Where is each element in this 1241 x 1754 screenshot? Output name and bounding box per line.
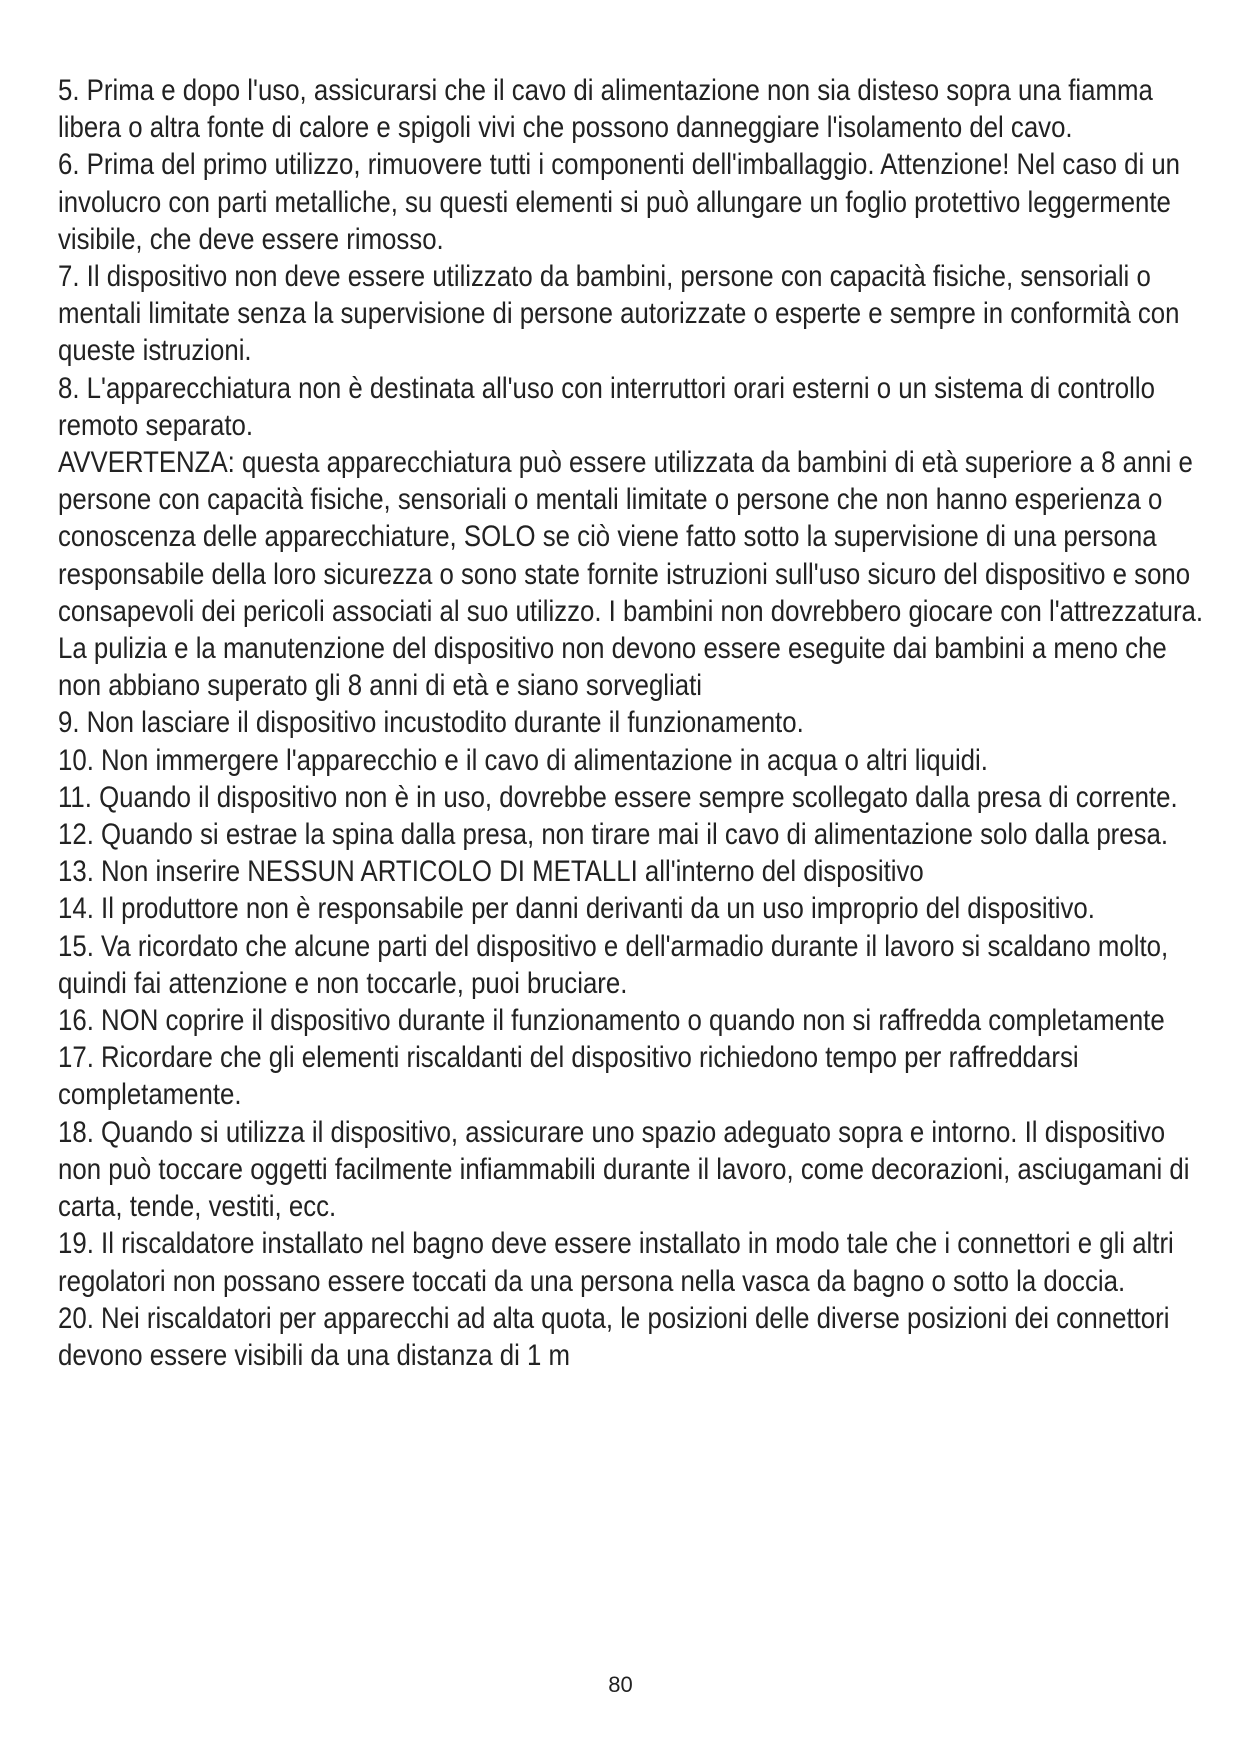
paragraph-item-18: 18. Quando si utilizza il dispositivo, assicurare uno spazio adeguato sopra e intorno. Il dispositivo non può toccare oggetti facilmente infiammabili durante il lavoro, come decorazioni, asciugamani di carta, tende, vestiti, ecc. bbox=[58, 1115, 1190, 1224]
paragraph-item-16: 16. NON coprire il dispositivo durante il funzionamento o quando non si raffredda completamente bbox=[58, 1004, 1165, 1038]
paragraph-item-7: 7. Il dispositivo non deve essere utilizzato da bambini, persone con capacità fisiche, sensoriali o mentali limitate senza la supervisione di persone autorizzate o esperte e sempre in conformità con queste istruzioni. bbox=[58, 260, 1180, 368]
paragraph-item-17: 17. Ricordare che gli elementi riscaldanti del dispositivo richiedono tempo per raffreddarsi completamente. bbox=[58, 1041, 1079, 1112]
paragraph-item-19: 19. Il riscaldatore installato nel bagno deve essere installato in modo tale che i connettori e gli altri regolatori non possano essere toccati da una persona nella vasca da bagno o sotto la doccia. bbox=[58, 1227, 1174, 1298]
page-number: 80 bbox=[608, 1672, 633, 1697]
paragraph-item-12: 12. Quando si estrae la spina dalla presa, non tirare mai il cavo di alimentazione solo dalla presa. bbox=[58, 818, 1169, 852]
paragraph-item-9: 9. Non lasciare il dispositivo incustodito durante il funzionamento. bbox=[58, 706, 804, 740]
paragraph-item-10: 10. Non immergere l'apparecchio e il cavo di alimentazione in acqua o altri liquidi. bbox=[58, 743, 988, 777]
paragraph-item-6: 6. Prima del primo utilizzo, rimuovere tutti i componenti dell'imballaggio. Attenzione! Nel caso di un involucro con parti metalliche, su questi elementi si può allungare un foglio protettivo leggermente visibile, che deve essere rimosso. bbox=[58, 148, 1181, 256]
paragraph-item-13: 13. Non inserire NESSUN ARTICOLO DI METALLI all'interno del dispositivo bbox=[58, 855, 924, 889]
paragraph-item-11: 11. Quando il dispositivo non è in uso, dovrebbe essere sempre scollegato dalla presa di corrente. bbox=[58, 780, 1178, 814]
paragraph-item-20: 20. Nei riscaldatori per apparecchi ad alta quota, le posizioni delle diverse posizioni dei connettori devono essere visibili da una distanza di 1 m bbox=[58, 1301, 1170, 1372]
paragraph-item-14: 14. Il produttore non è responsabile per danni derivanti da un uso improprio del dispositivo. bbox=[58, 892, 1095, 926]
paragraph-item-5: 5. Prima e dopo l'uso, assicurarsi che il cavo di alimentazione non sia disteso sopra una fiamma libera o altra fonte di calore e spigoli vivi che possono danneggiare l'isolamento del cavo. bbox=[58, 74, 1153, 145]
paragraph-item-8: 8. L'apparecchiatura non è destinata all'uso con interruttori orari esterni o un sistema di controllo remoto separato. bbox=[58, 371, 1155, 442]
paragraph-item-15: 15. Va ricordato che alcune parti del dispositivo e dell'armadio durante il lavoro si scaldano molto, quindi fai attenzione e non toccarle, puoi bruciare. bbox=[58, 929, 1169, 1000]
document-body bbox=[58, 72, 1208, 1374]
warning-paragraph: AVVERTENZA: questa apparecchiatura può essere utilizzata da bambini di età superiore a 8 anni e persone con capacità fisiche, sensoriali o mentali limitate o persone che non hanno esperienza o conoscenza delle apparecchiature, SOLO se ciò viene fatto sotto la supervisione di una persona responsabile della loro sicurezza o sono state fornite istruzioni sull'uso sicuro del dispositivo e sono consapevoli dei pericoli associati al suo utilizzo. I bambini non dovrebbero giocare con l'attrezzatura. La pulizia e la manutenzione del dispositivo non devono essere eseguite dai bambini a meno che non abbiano superato gli 8 anni di età e siano sorvegliati bbox=[58, 446, 1204, 703]
